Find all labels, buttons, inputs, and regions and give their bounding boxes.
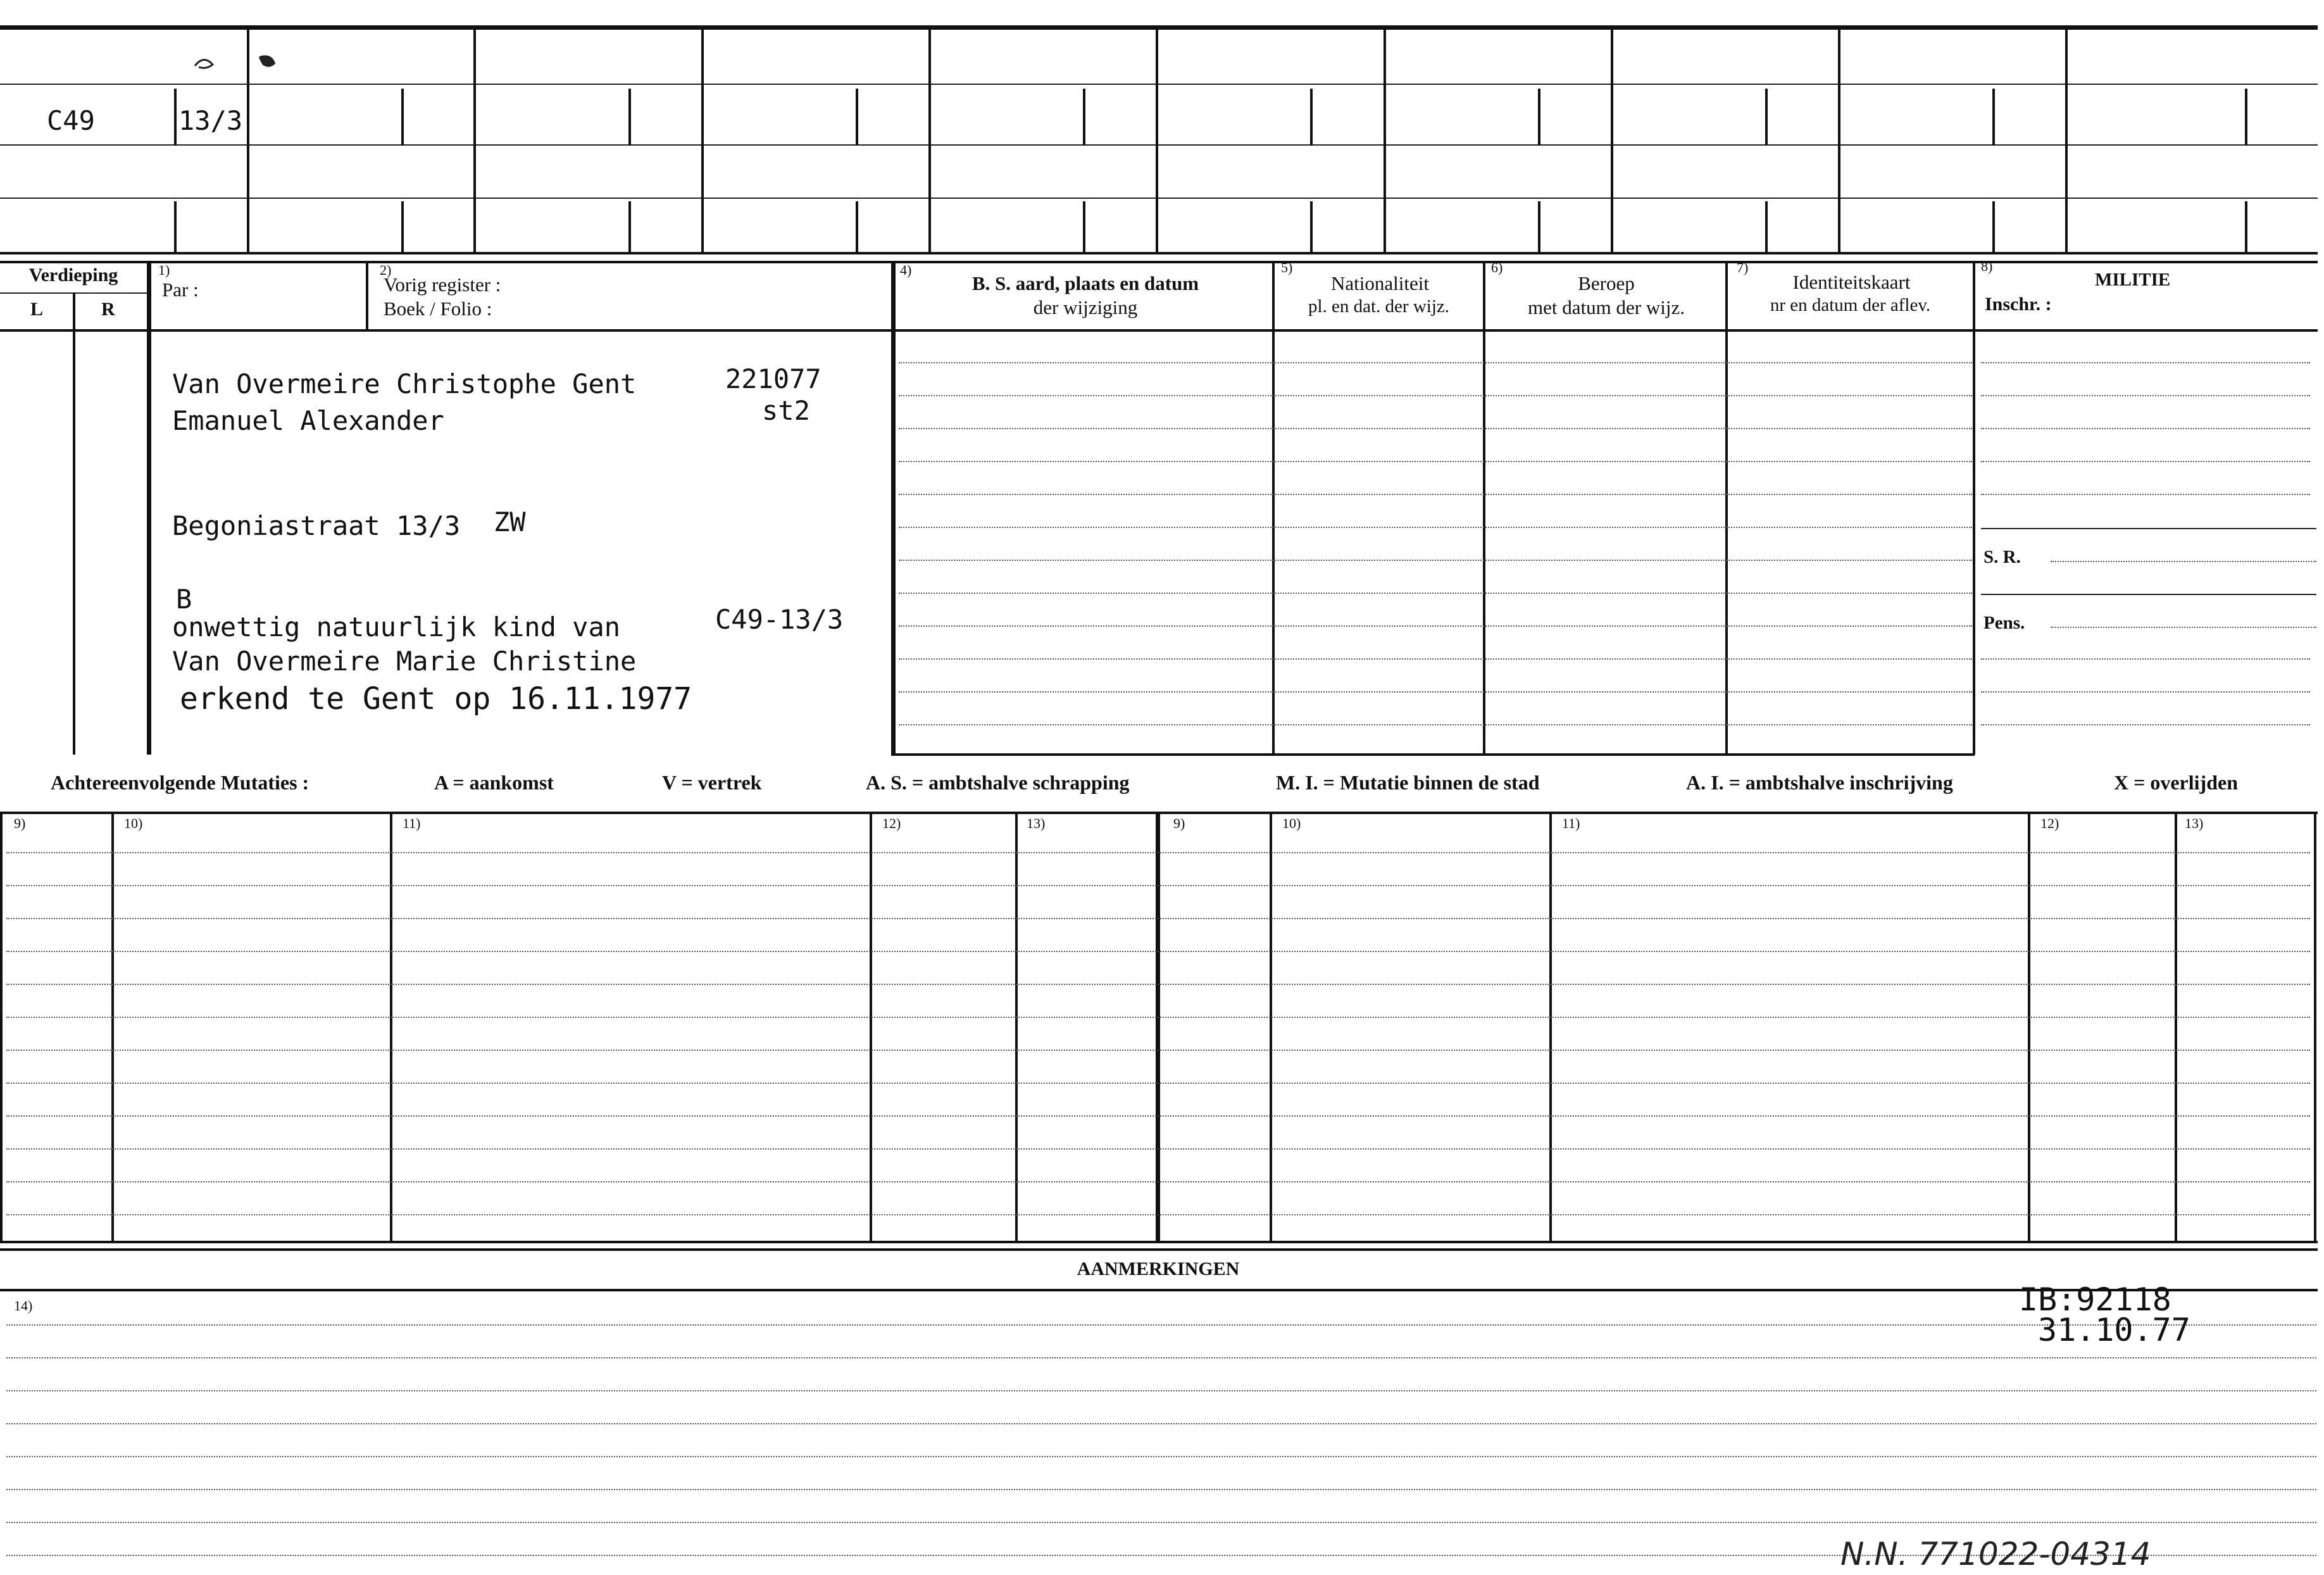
inschr-label: Inschr. :	[1985, 294, 2052, 315]
vorig-register-label: Vorig register :	[384, 273, 501, 296]
remarks-date: 31.10.77	[2038, 1312, 2190, 1348]
mutations-title: Achtereenvolgende Mutaties :	[51, 771, 309, 794]
beroep-label-1: Beroep	[1578, 272, 1635, 294]
record-recognized: erkend te Gent op 16.11.1977	[180, 681, 692, 717]
record-district: ZW	[494, 506, 526, 537]
legend-a: A = aankomst	[434, 771, 554, 794]
remarks-ib: IB:92118	[2019, 1281, 2171, 1318]
record-name: Van Overmeire Christophe Gent	[172, 368, 637, 399]
legend-ai: A. I. = ambtshalve inschrijving	[1686, 771, 1953, 794]
pens-label: Pens.	[1984, 613, 2025, 633]
legend-v: V = vertrek	[662, 771, 762, 794]
legend-as: A. S. = ambtshalve schrapping	[866, 771, 1130, 794]
n2: 2)	[380, 262, 392, 278]
stamp-mark-icon	[190, 47, 285, 78]
n4: 4)	[900, 262, 912, 278]
col-11-left: 11)	[403, 815, 421, 831]
record-code: 221077	[725, 363, 822, 394]
record-address: Begoniastraat 13/3	[172, 510, 461, 541]
top-code: C49	[47, 105, 95, 136]
col-10-left: 10)	[124, 815, 143, 831]
record-child-line: onwettig natuurlijk kind van	[172, 612, 621, 643]
sr-label: S. R.	[1984, 547, 2021, 567]
col-9-left: 9)	[14, 815, 26, 831]
bs-label-2: der wijziging	[1033, 296, 1138, 318]
bs-label-1: B. S. aard, plaats en datum	[971, 272, 1199, 294]
col-11-right: 11)	[1562, 815, 1580, 831]
col-10-right: 10)	[1282, 815, 1301, 831]
verdieping-label: Verdieping	[28, 265, 118, 286]
record-mother: Van Overmeire Marie Christine	[172, 646, 637, 677]
record-child-ref: C49-13/3	[715, 604, 844, 635]
col-13-right: 13)	[2185, 815, 2204, 831]
remarks-nn: N.N. 771022-04314	[1840, 1536, 2151, 1572]
record-given-names: Emanuel Alexander	[172, 405, 444, 436]
boek-folio-label: Boek / Folio :	[384, 298, 492, 320]
id-label-1: Identiteitskaart	[1792, 271, 1911, 293]
beroep-label-2: met datum der wijz.	[1528, 296, 1685, 318]
col-12-right: 12)	[2040, 815, 2059, 831]
col-13-left: 13)	[1027, 815, 1046, 831]
n1: 1)	[158, 262, 170, 278]
n5: 5)	[1281, 260, 1293, 275]
legend-mi: M. I. = Mutatie binnen de stad	[1276, 771, 1540, 794]
n14: 14)	[14, 1298, 33, 1314]
nat-label-1: Nationaliteit	[1331, 272, 1429, 294]
nat-label-2: pl. en dat. der wijz.	[1308, 296, 1450, 317]
remarks-title: AANMERKINGEN	[1077, 1258, 1240, 1279]
col-r-label: R	[101, 299, 115, 320]
n8: 8)	[1981, 258, 1993, 274]
par-label: Par :	[162, 279, 199, 301]
legend-x: X = overlijden	[2114, 771, 2238, 794]
record-code2: st2	[762, 395, 810, 426]
record-status: B	[176, 584, 192, 615]
n7: 7)	[1737, 260, 1749, 275]
col-l-label: L	[30, 299, 44, 320]
col-12-left: 12)	[882, 815, 901, 831]
col-9-right: 9)	[1173, 815, 1185, 831]
n6: 6)	[1491, 260, 1503, 275]
militie-label: MILITIE	[2095, 270, 2171, 290]
id-label-2: nr en datum der aflev.	[1770, 295, 1931, 315]
top-number: 13/3	[178, 105, 243, 136]
